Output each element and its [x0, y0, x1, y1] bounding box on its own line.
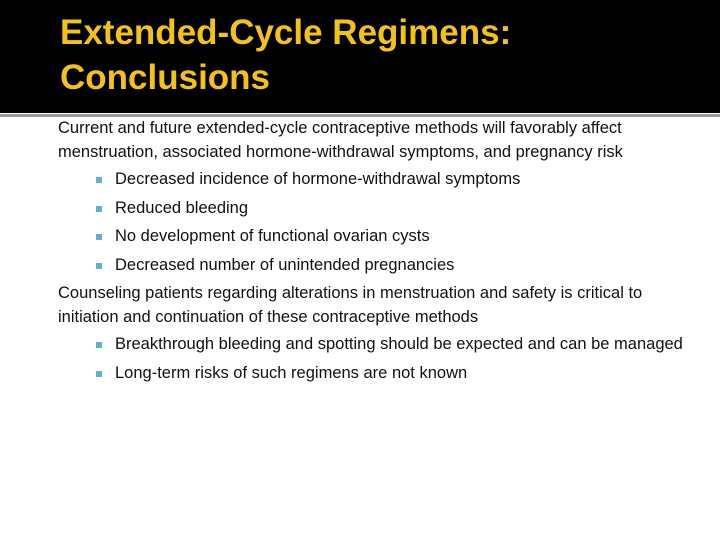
square-bullet-icon	[96, 234, 102, 240]
bullet-text: Long-term risks of such regimens are not known	[115, 363, 468, 382]
bullet-item	[115, 254, 688, 278]
square-bullet-icon	[96, 342, 102, 348]
title-bar	[0, 0, 720, 113]
bullet-text: Breakthrough bleeding and spotting should be expected and can be managed	[115, 335, 683, 353]
square-bullet-icon	[96, 177, 102, 183]
bullet-item	[115, 362, 688, 386]
bullet-text: Decreased incidence of hormone-withdrawal symptoms	[115, 170, 521, 188]
title-line-1: Extended-Cycle Regimens:	[60, 13, 512, 52]
paragraph: Counseling patients regarding alterations in menstruation and safety is critical to initiation and continuation of these contraceptive methods	[58, 284, 643, 326]
bullet-text: Reduced bleeding	[115, 198, 249, 217]
bullet-item	[115, 333, 688, 357]
bullet-item	[115, 168, 688, 192]
paragraph: Current and future extended-cycle contraceptive methods will favorably affect menstruation, associated hormone-withdrawal symptoms, and pregnancy risk	[58, 119, 623, 161]
title-line-2: Conclusions	[60, 58, 271, 97]
bullet-item	[115, 197, 688, 221]
square-bullet-icon	[96, 206, 102, 212]
bullet-text: Decreased number of unintended pregnancies	[115, 255, 455, 274]
slide-title	[60, 10, 511, 100]
bullet-item	[115, 225, 688, 249]
bullet-text: No development of functional ovarian cysts	[115, 227, 430, 245]
square-bullet-icon	[96, 371, 102, 377]
square-bullet-icon	[96, 263, 102, 269]
slide-body	[58, 117, 688, 390]
